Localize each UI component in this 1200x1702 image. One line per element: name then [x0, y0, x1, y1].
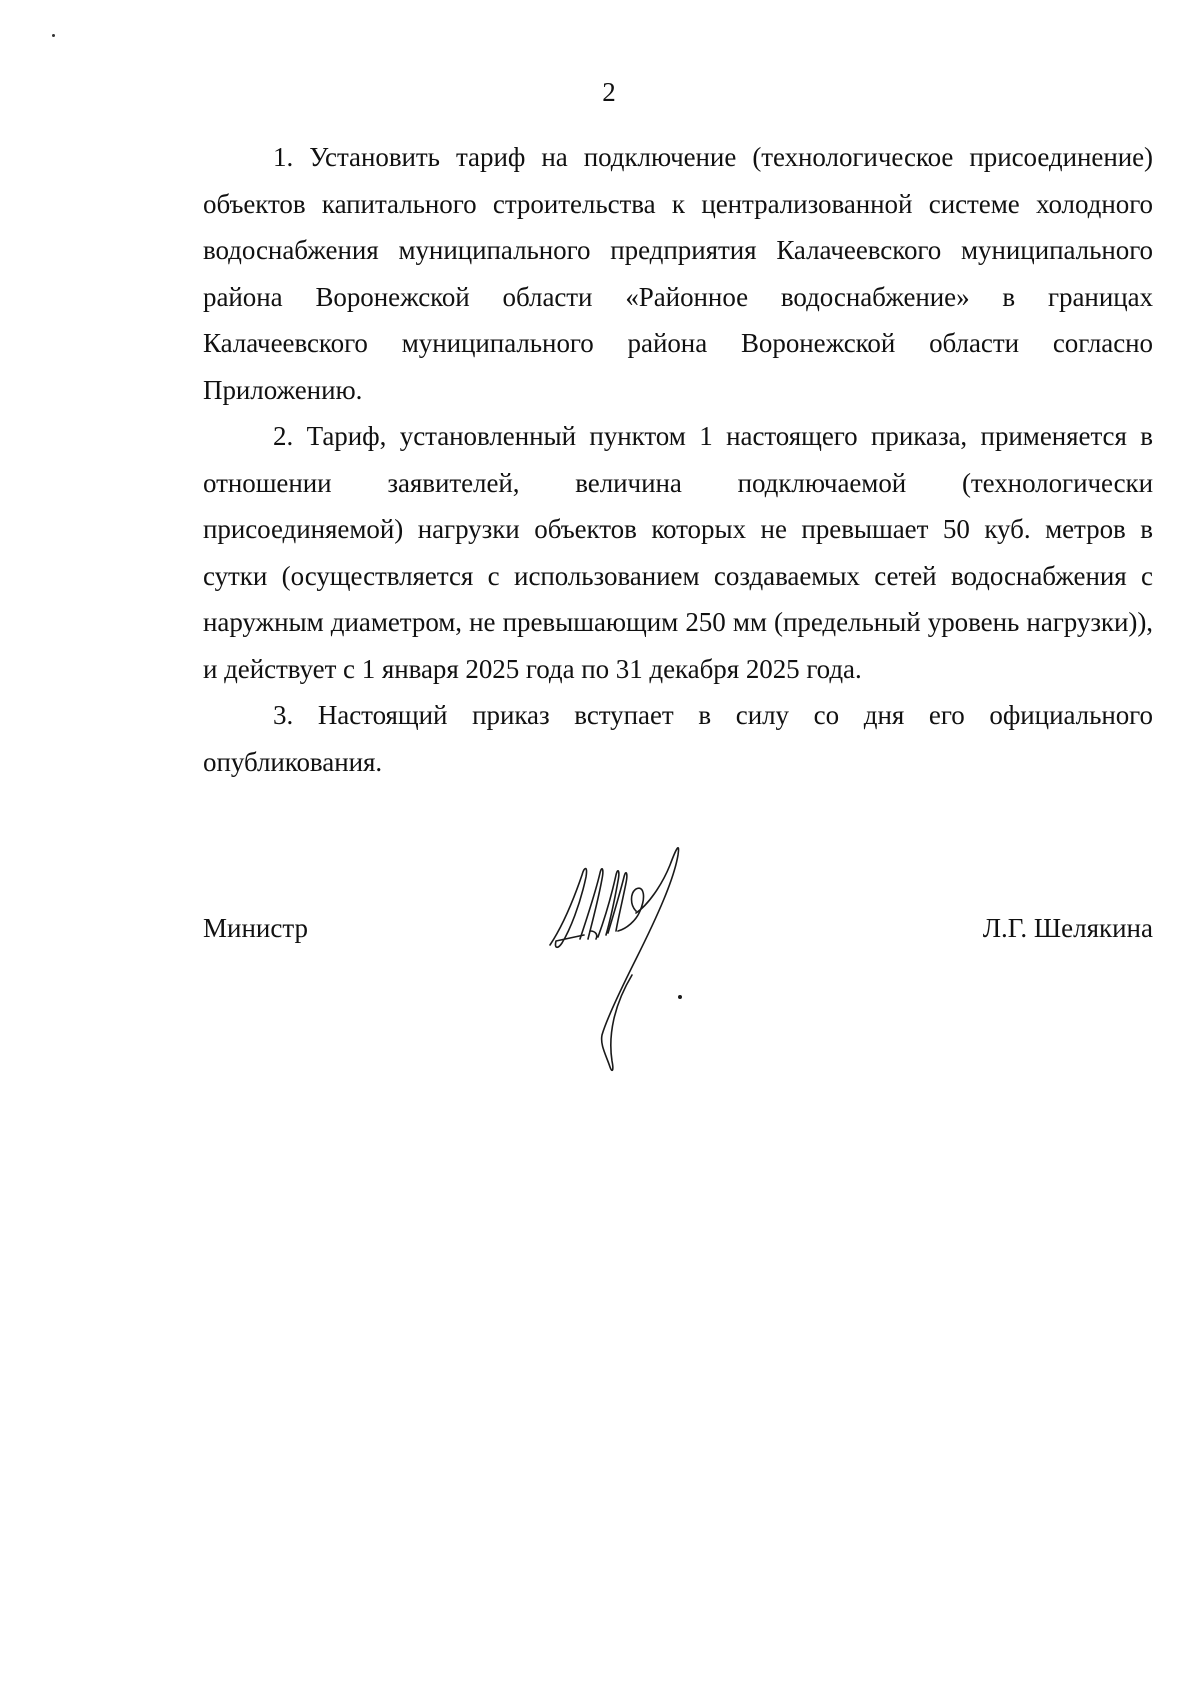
- handwritten-signature-icon: [540, 835, 720, 1075]
- signer-name: Л.Г. Шелякина: [982, 913, 1153, 943]
- paragraph-1: 1. Установить тариф на подключение (технологическое присоединение) объектов капитального строительства к централизованной системе холодного водоснабжения муниципального предприятия Калачеевского муниципального района Воронежской области «Районное водоснабжение» в границах Калачеевского муниципального района Воронежской области согласно Приложению.: [203, 142, 1153, 405]
- paragraph-3: 3. Настоящий приказ вступает в силу со дня его официального опубликования.: [203, 700, 1153, 777]
- signer-title: Министр: [203, 913, 308, 943]
- page-number: [0, 72, 1200, 112]
- scan-speck: [52, 34, 55, 37]
- page-number-text: 2: [602, 77, 616, 107]
- paragraph-2: 2. Тариф, установленный пунктом 1 настоящего приказа, применяется в отношении заявителей, величина подключаемой (технологически присоединяемой) нагрузки объектов которых не превышает 50 куб. метров в сутки (осуществляется с использованием создаваемых сетей водоснабжения с наружным диаметром, не превышающим 250 мм (предельный уровень нагрузки)), и действует с 1 января 2025 года по 31 декабря 2025 года.: [203, 421, 1153, 684]
- document-body: [203, 134, 1153, 785]
